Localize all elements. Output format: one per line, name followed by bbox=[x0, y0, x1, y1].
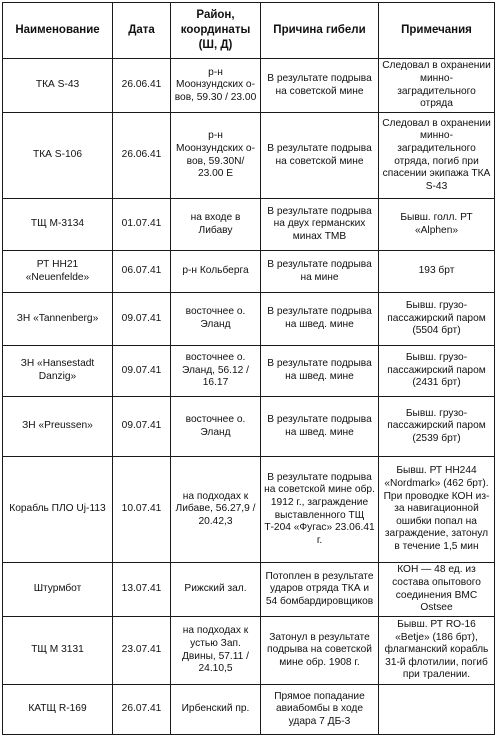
table-row bbox=[3, 251, 495, 293]
cell-place: р-н Кольберга bbox=[171, 251, 261, 293]
cell-place: Рижский зал. bbox=[171, 563, 261, 617]
header-cause: Причина гибели bbox=[261, 3, 379, 59]
losses-table bbox=[2, 2, 495, 735]
cell-place: р-н Моонзундских о-вов, 59.30 / 23.00 bbox=[171, 59, 261, 113]
cell-cause: Затонул в результате подрыва на советской мине обр. 1908 г. bbox=[261, 617, 379, 685]
cell-notes: Следовал в охранении минно-заградительного отряда, погиб при спасении экипажа ТКА S-43 bbox=[379, 113, 495, 199]
cell-name: Корабль ПЛО Uj-113 bbox=[3, 457, 113, 563]
cell-date: 10.07.41 bbox=[113, 457, 171, 563]
cell-place: на подходах к устью Зап. Двины, 57.11 / 24.10,5 bbox=[171, 617, 261, 685]
cell-cause: В результате подрыва на советской мине bbox=[261, 113, 379, 199]
cell-name: ТКА S-43 bbox=[3, 59, 113, 113]
cell-place: на входе в Либаву bbox=[171, 199, 261, 251]
cell-date: 23.07.41 bbox=[113, 617, 171, 685]
cell-name: ТЩ М-3134 bbox=[3, 199, 113, 251]
cell-cause: В результате подрыва на мине bbox=[261, 251, 379, 293]
cell-notes: Бывш. РТ НН244 «Nordmark» (462 брт). При проводке КОН из-за навигационной ошибки попал на заграждение, затонул в течение 1,5 мин bbox=[379, 457, 495, 563]
cell-date: 06.07.41 bbox=[113, 251, 171, 293]
table-header bbox=[3, 3, 495, 59]
cell-name: Штурмбот bbox=[3, 563, 113, 617]
table-row bbox=[3, 617, 495, 685]
cell-place: р-н Моонзундских о-вов, 59.30N/ 23.00 E bbox=[171, 113, 261, 199]
cell-cause: В результате подрыва на советской мине обр. 1912 г., заграждение выставленного ТЩ Т-204 «Фугас» 23.06.41 г. bbox=[261, 457, 379, 563]
table-row bbox=[3, 293, 495, 346]
cell-name: ЗН «Hansestadt Danzig» bbox=[3, 346, 113, 397]
cell-name: ЗН «Preussen» bbox=[3, 397, 113, 457]
header-notes: Примечания bbox=[379, 3, 495, 59]
table-body bbox=[3, 59, 495, 735]
cell-cause: Потоплен в результате ударов отряда ТКА и 54 бомбардировщиков bbox=[261, 563, 379, 617]
header-date: Дата bbox=[113, 3, 171, 59]
table-row bbox=[3, 59, 495, 113]
cell-place: Ирбенский пр. bbox=[171, 685, 261, 735]
cell-notes: Следовал в охранении минно-заградительного отряда bbox=[379, 59, 495, 113]
table-row bbox=[3, 113, 495, 199]
cell-notes bbox=[379, 685, 495, 735]
table-row bbox=[3, 457, 495, 563]
cell-notes: Бывш. грузо-пассажирский паром (2431 брт) bbox=[379, 346, 495, 397]
cell-notes: Бывш. грузо-пассажирский паром (5504 брт) bbox=[379, 293, 495, 346]
cell-place: на подходах к Либаве, 56.27,9 / 20.42,3 bbox=[171, 457, 261, 563]
cell-notes: Бывш. голл. РТ «Alphen» bbox=[379, 199, 495, 251]
table-row bbox=[3, 563, 495, 617]
header-name: Наименование bbox=[3, 3, 113, 59]
cell-notes: Бывш. грузо-пассажирский паром (2539 брт) bbox=[379, 397, 495, 457]
cell-cause: Прямое попадание авиабомбы в ходе удара 7 ДБ-3 bbox=[261, 685, 379, 735]
cell-notes: КОН — 48 ед. из состава опытового соединения ВМС Ostsee bbox=[379, 563, 495, 617]
header-row bbox=[3, 3, 495, 59]
table-row bbox=[3, 397, 495, 457]
cell-date: 26.07.41 bbox=[113, 685, 171, 735]
cell-cause: В результате подрыва на швед. мине bbox=[261, 397, 379, 457]
cell-name: РТ НН21 «Neuenfelde» bbox=[3, 251, 113, 293]
cell-notes: Бывш. РТ RO-16 «Betje» (186 брт), флагманский корабль 31-й флотилии, погиб при тралении. bbox=[379, 617, 495, 685]
cell-cause: В результате подрыва на швед. мине bbox=[261, 293, 379, 346]
cell-date: 26.06.41 bbox=[113, 59, 171, 113]
cell-place: восточнее о. Эланд bbox=[171, 293, 261, 346]
cell-date: 09.07.41 bbox=[113, 346, 171, 397]
cell-place: восточнее о. Эланд bbox=[171, 397, 261, 457]
table-row bbox=[3, 199, 495, 251]
cell-date: 01.07.41 bbox=[113, 199, 171, 251]
header-place: Район, координаты (Ш, Д) bbox=[171, 3, 261, 59]
cell-date: 09.07.41 bbox=[113, 293, 171, 346]
cell-cause: В результате подрыва на советской мине bbox=[261, 59, 379, 113]
cell-cause: В результате подрыва на швед. мине bbox=[261, 346, 379, 397]
table-row bbox=[3, 346, 495, 397]
cell-date: 26.06.41 bbox=[113, 113, 171, 199]
cell-name: ЗН «Tannenberg» bbox=[3, 293, 113, 346]
table-row bbox=[3, 685, 495, 735]
cell-name: ТКА S-106 bbox=[3, 113, 113, 199]
cell-name: КАТЩ R-169 bbox=[3, 685, 113, 735]
cell-date: 13.07.41 bbox=[113, 563, 171, 617]
cell-notes: 193 брт bbox=[379, 251, 495, 293]
cell-cause: В результате подрыва на двух германских минах ТМВ bbox=[261, 199, 379, 251]
cell-date: 09.07.41 bbox=[113, 397, 171, 457]
cell-name: ТЩ М 3131 bbox=[3, 617, 113, 685]
cell-place: восточнее о. Эланд, 56.12 / 16.17 bbox=[171, 346, 261, 397]
